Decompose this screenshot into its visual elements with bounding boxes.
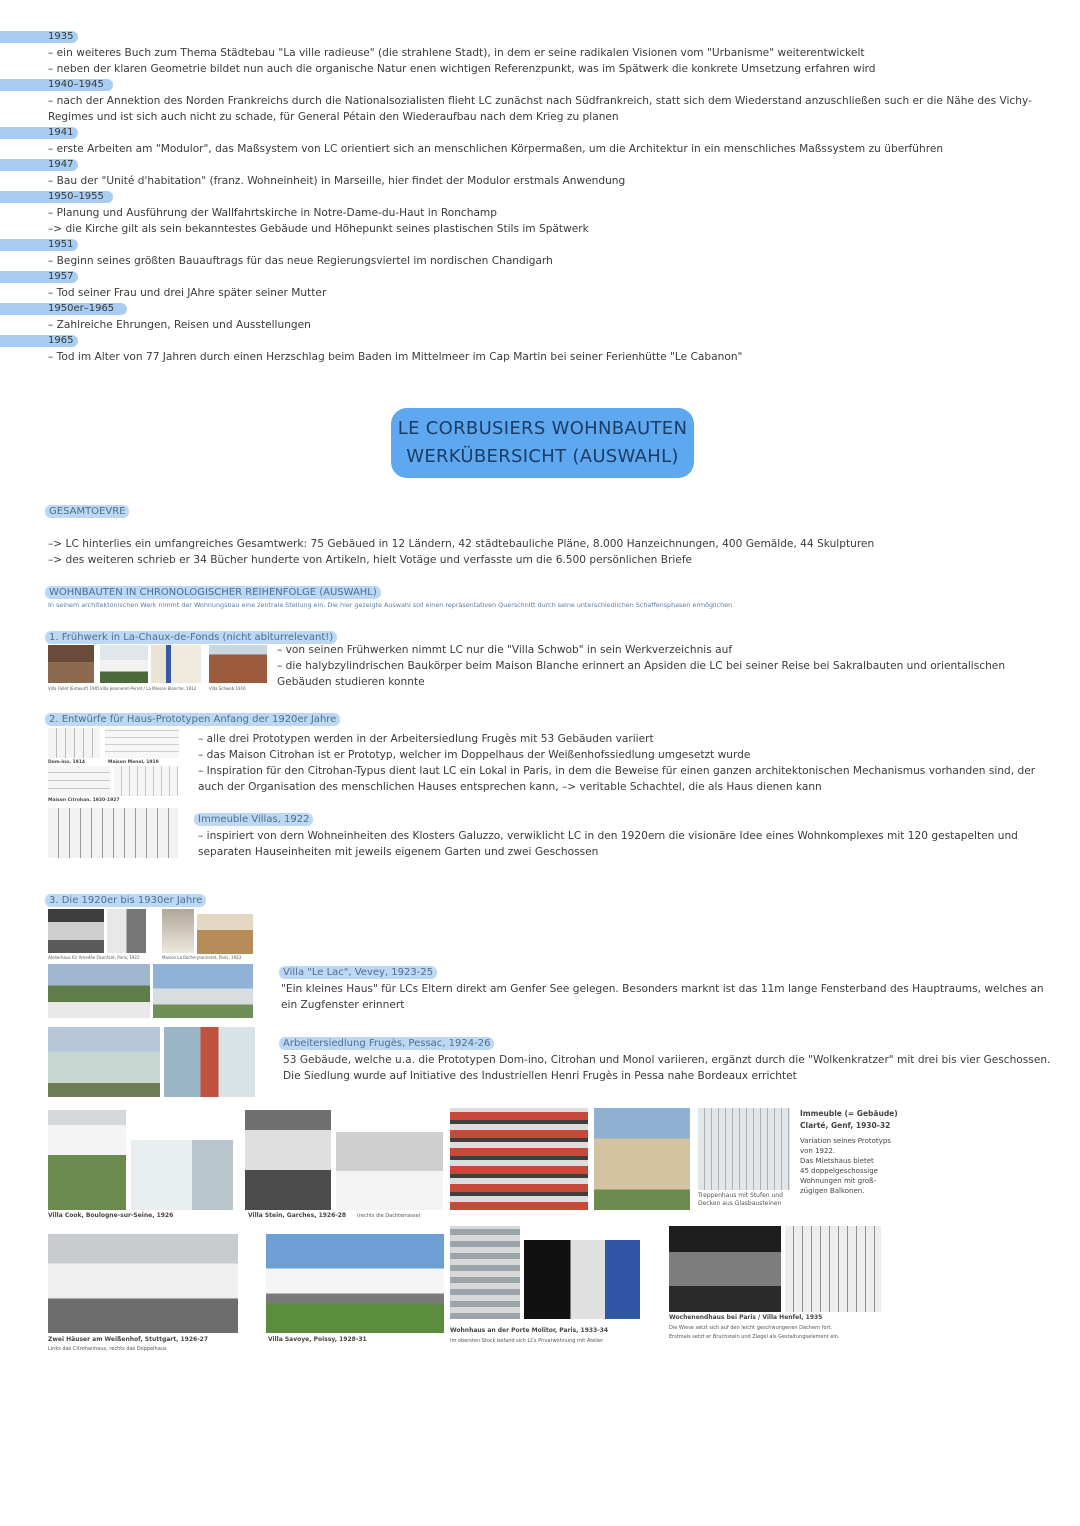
s2-caption-1: Dom-ino, 1914 xyxy=(48,760,86,765)
gesamt-heading: GESAMTOEVRE xyxy=(45,505,129,518)
gesamt-line-2: –> des weiteren schrieb er 34 Bücher hunderte von Artikeln, hielt Votäge und verfasste um die 6.500 persönlichen Briefe xyxy=(48,554,693,566)
timeline-line: – Bau der "Unité d'habitation" (franz. Wohneinheit) in Marseille, hier findet der Modulor erstmals Anwendung xyxy=(48,175,626,187)
caption-henfel-note-1: Die Wiese setzt sich auf den leicht geschwungenen Dächern fort. xyxy=(669,1325,833,1331)
s2-line-4: auch der Organisation des menschlichen Hauses entsprechen kann, –> veritable Schachtel, die als Haus dienen kann xyxy=(198,781,822,793)
clarte-line-5: Wohnungen mit groß- xyxy=(800,1177,877,1185)
s1-heading: 1. Frühwerk in La-Chaux-de-Fonds (nicht abiturrelevant!) xyxy=(45,631,337,644)
gesamt-line-1: –> LC hinterlies ein umfangreiches Gesamtwerk: 75 Gebäued in 12 Ländern, 42 städtebauliche Pläne, 8.000 Hanzeichnungen, 400 Gemälde, 44 Skulpturen xyxy=(48,538,875,550)
caption-molitor: Wohnhaus an der Porte Molitor, Paris, 1933-34 xyxy=(450,1327,609,1334)
photo-molitor-1 xyxy=(450,1226,520,1319)
photo-clarte-treppenhaus xyxy=(698,1108,790,1190)
photo-maison-blanche-1 xyxy=(100,645,148,683)
timeline-line: – ein weiteres Buch zum Thema Städtebau "La ville radieuse" (die strahlene Stadt), in dem er seine radikalen Visionen vom "Urbanisme" weiterentwickelt xyxy=(48,47,865,59)
timeline-line: – neben der klaren Geometrie bildet nun auch die organische Natur enen wichtigen Referenzpunkt, was im Spätwerk die konkrete Umsetzung erfahren wird xyxy=(48,63,876,75)
sketch-citrohan-1 xyxy=(48,766,110,796)
sketch-citrohan-2 xyxy=(114,766,178,796)
clarte-line-3: Das Mietshaus bietet xyxy=(800,1157,874,1165)
clarte-title-2: Clarté, Genf, 1930-32 xyxy=(800,1121,891,1130)
sketch-immeuble-villas xyxy=(48,808,178,858)
caption-treppenhaus: Treppenhaus mit Stufen und Decken aus Glasbausteinen xyxy=(698,1192,783,1207)
timeline-year: 1957 xyxy=(48,271,74,282)
s2-line-1: – alle drei Prototypen werden in der Arbeitersiedlung Frugès mit 53 Gebäuden variiert xyxy=(198,733,654,745)
timeline-year: 1935 xyxy=(48,31,74,42)
s2-caption-2: Maison Monol, 1919 xyxy=(108,760,159,765)
photo-villa-cook-2 xyxy=(131,1140,233,1210)
wohnbauten-sub: In seinem architektonischen Werk nimmt der Wohnungsbau eine zentrale Stellung ein. Die hier gezeigte Auswahl soll einen repräsentativen Querschnitt durch seine unterschiedlichen Schaffensphasen ermöglichen xyxy=(48,601,733,609)
photo-maison-blanche-2 xyxy=(151,645,201,683)
timeline-year: 1965 xyxy=(48,335,74,346)
timeline-year: 1940–1945 xyxy=(48,79,104,90)
timeline-year: 1941 xyxy=(48,127,74,138)
photo-villa-fallet xyxy=(48,645,94,683)
photo-pessac-1 xyxy=(48,1027,160,1097)
caption-villa-cook: Villa Cook, Boulogne-sur-Seine, 1926 xyxy=(48,1212,174,1219)
timeline-line: – erste Arbeiten am "Modulor", das Maßsystem von LC orientiert sich an menschlichen Körpermaßen, um die Architektur in ein menschliches Maßssystem zu überführen xyxy=(48,143,944,155)
timeline-line: Regimes und ist sich auch nicht zu schade, für General Pétain den Wiederaufbau nach dem Krieg zu planen xyxy=(48,111,619,123)
s1-caption-3: Villa Schwob 1916 xyxy=(209,686,246,691)
photo-molitor-2 xyxy=(524,1240,640,1319)
s3-heading: 3. Die 1920er bis 1930er Jahre xyxy=(45,894,206,907)
s3-top-caption-2: Maison La Roche-Jeanneret, Paris, 1923 xyxy=(162,955,242,960)
clarte-line-4: 45 doppelgeschossige xyxy=(800,1167,878,1175)
s1-line-1: – von seinen Frühwerken nimmt LC nur die "Villa Schwob" in sein Werkverzeichnis auf xyxy=(277,644,733,656)
timeline-year: 1950–1955 xyxy=(48,191,104,202)
s2-heading: 2. Entwürfe für Haus-Prototypen Anfang der 1920er Jahre xyxy=(45,713,340,726)
photo-pessac-2 xyxy=(164,1027,255,1097)
immeuble-villas-heading: Immeuble Villas, 1922 xyxy=(194,813,313,826)
caption-molitor-note: Im obersten Stock befand sich LCs Privatwohnung mit Atelier xyxy=(450,1338,604,1344)
photo-clarte-facade xyxy=(450,1108,588,1210)
le-lac-heading: Villa "Le Lac", Vevey, 1923-25 xyxy=(279,966,437,979)
caption-weissenhof-note: Links das Citrohanhaus, rechts das Doppelhaus xyxy=(48,1346,167,1352)
timeline-line: – Planung und Ausführung der Wallfahrtskirche in Notre-Dame-du-Haut in Ronchamp xyxy=(48,207,497,219)
photo-ozenfant-1 xyxy=(48,909,104,953)
photo-henfel-1 xyxy=(669,1226,781,1312)
clarte-line-6: zügigen Balkonen. xyxy=(800,1187,865,1195)
photo-weissenhof xyxy=(48,1234,238,1333)
photo-villa-savoye xyxy=(266,1234,444,1333)
timeline-year: 1947 xyxy=(48,159,74,170)
caption-villa-stein-note: (rechts die Dachterrasse) xyxy=(357,1213,421,1219)
timeline-year: 1950er–1965 xyxy=(48,303,115,314)
caption-henfel-note-2: Erstmals setzt er Bruchstein und Ziegel als Gestaltungselement ein. xyxy=(669,1334,840,1340)
s1-caption-2: Villa Jeanneret-Perret / La Maison Blanche, 1912 xyxy=(100,686,197,691)
photo-villa-le-lac-1 xyxy=(48,964,150,1018)
photo-henfel-2 xyxy=(785,1226,881,1312)
fruges-heading: Arbeitersiedlung Frugès, Pessac, 1924-26 xyxy=(279,1037,494,1050)
s3-top-caption-1: Atelierhaus für Amedée Ozenfant, Paris, 1922 xyxy=(48,955,140,960)
caption-villa-savoye: Villa Savoye, Poissy, 1928-31 xyxy=(268,1336,367,1343)
title-line-1: LE CORBUSIERS WOHNBAUTEN xyxy=(397,418,688,439)
photo-la-roche-2 xyxy=(197,914,253,954)
timeline-line: – Tod im Alter von 77 Jahren durch einen Herzschlag beim Baden im Mittelmeer im Cap Martin bei seiner Ferienhütte "Le Cabanon" xyxy=(48,351,743,363)
title-line-2: WERKÜBERSICHT (AUSWAHL) xyxy=(406,446,679,467)
s2-line-2: – das Maison Citrohan ist er Prototyp, welcher im Doppelhaus der Weißenhofssiedlung umgesetzt wurde xyxy=(198,749,751,761)
s1-line-2: – die halybzylindrischen Baukörper beim Maison Blanche erinnert an Apsiden die LC bei seiner Reise bei Sakralbauten und orientalischen xyxy=(277,660,1006,672)
timeline-line: – Beginn seines größten Bauauftrags für das neue Regierungsviertel im nordischen Chandigarh xyxy=(48,255,553,267)
clarte-title-1: Immeuble (= Gebäude) xyxy=(800,1109,898,1118)
s2-caption-3: Maison Citrohan, 1920-1927 xyxy=(48,798,120,803)
sketch-dom-ino xyxy=(48,728,100,758)
s1-line-3: Gebäuden studieren konnte xyxy=(277,676,425,688)
caption-villa-stein: Villa Stein, Garches, 1926-28 xyxy=(248,1212,347,1219)
timeline-line: – nach der Annektion des Norden Frankreichs durch die Nationalsozialisten flieht LC zunächst nach Südfrankreich, statt sich dem Wiederstand anzuschließen such er die Nähe des Vichy- xyxy=(48,95,1032,107)
photo-villa-cook-1 xyxy=(48,1110,126,1210)
wohnbauten-heading: WOHNBAUTEN IN CHRONOLOGISCHER REIHENFOLGE (AUSWAHL) xyxy=(45,586,381,599)
photo-villa-stein-1 xyxy=(245,1110,331,1210)
fruges-line-2: Die Siedlung wurde auf Initiative des Industriellen Henri Frugès in Pessa nahe Bordeaux errichtet xyxy=(283,1070,797,1082)
section-title-box xyxy=(391,408,694,478)
s2-line-3: – Inspiration für den Citrohan-Typus dient laut LC ein Lokal in Paris, in dem die Beweise für einen ganzen architektonischen Mechanismus vorhanden sind, der xyxy=(198,765,1036,777)
immeuble-line-2: separaten Hauseinheiten mit jeweils eigenem Garten und zwei Geschossen xyxy=(198,846,599,858)
photo-villa-schwob xyxy=(209,645,267,683)
photo-ozenfant-2 xyxy=(107,909,146,953)
le-lac-line-1: "Ein kleines Haus" für LCs Eltern direkt am Genfer See gelegen. Besonders marknt ist das 11m lange Fensterband des Hauptraums, welches an xyxy=(281,983,1044,995)
photo-la-roche-1 xyxy=(162,909,194,953)
timeline-line: – Zahlreiche Ehrungen, Reisen und Ausstellungen xyxy=(48,319,311,331)
le-lac-line-2: ein Zugfenster erinnert xyxy=(281,999,405,1011)
timeline-line: – Tod seiner Frau und drei JAhre später seiner Mutter xyxy=(48,287,327,299)
sketch-maison-monol xyxy=(105,728,179,758)
clarte-line-2: von 1922. xyxy=(800,1147,836,1155)
photo-villa-le-lac-2 xyxy=(153,964,253,1018)
photo-clarte-building xyxy=(594,1108,690,1210)
timeline-line: –> die Kirche gilt als sein bekanntestes Gebäude und Höhepunkt seines plastischen Stils im Spätwerk xyxy=(48,223,589,235)
caption-weissenhof: Zwei Häuser am Weißenhof, Stuttgart, 1926-27 xyxy=(48,1336,209,1343)
timeline-year: 1951 xyxy=(48,239,74,250)
photo-villa-stein-2 xyxy=(336,1132,443,1210)
immeuble-line-1: – inspiriert von dern Wohneinheiten des Klosters Galuzzo, verwiklicht LC in den 1920ern die visionäre Idee eines Wohnkomplexes mit 120 gestapelten und xyxy=(198,830,1018,842)
caption-henfel: Wochenendhaus bei Paris / Villa Henfel, 1935 xyxy=(669,1314,823,1321)
fruges-line-1: 53 Gebäude, welche u.a. die Prototypen Dom-ino, Citrohan und Monol variieren, ergänzt durch die "Wolkenkratzer" mit drei bis vier Geschossen. xyxy=(283,1054,1051,1066)
s1-caption-1: Villa Fallet (Entwurf) 1905 xyxy=(48,686,100,691)
clarte-line-1: Variation seines Prototyps xyxy=(800,1137,891,1145)
